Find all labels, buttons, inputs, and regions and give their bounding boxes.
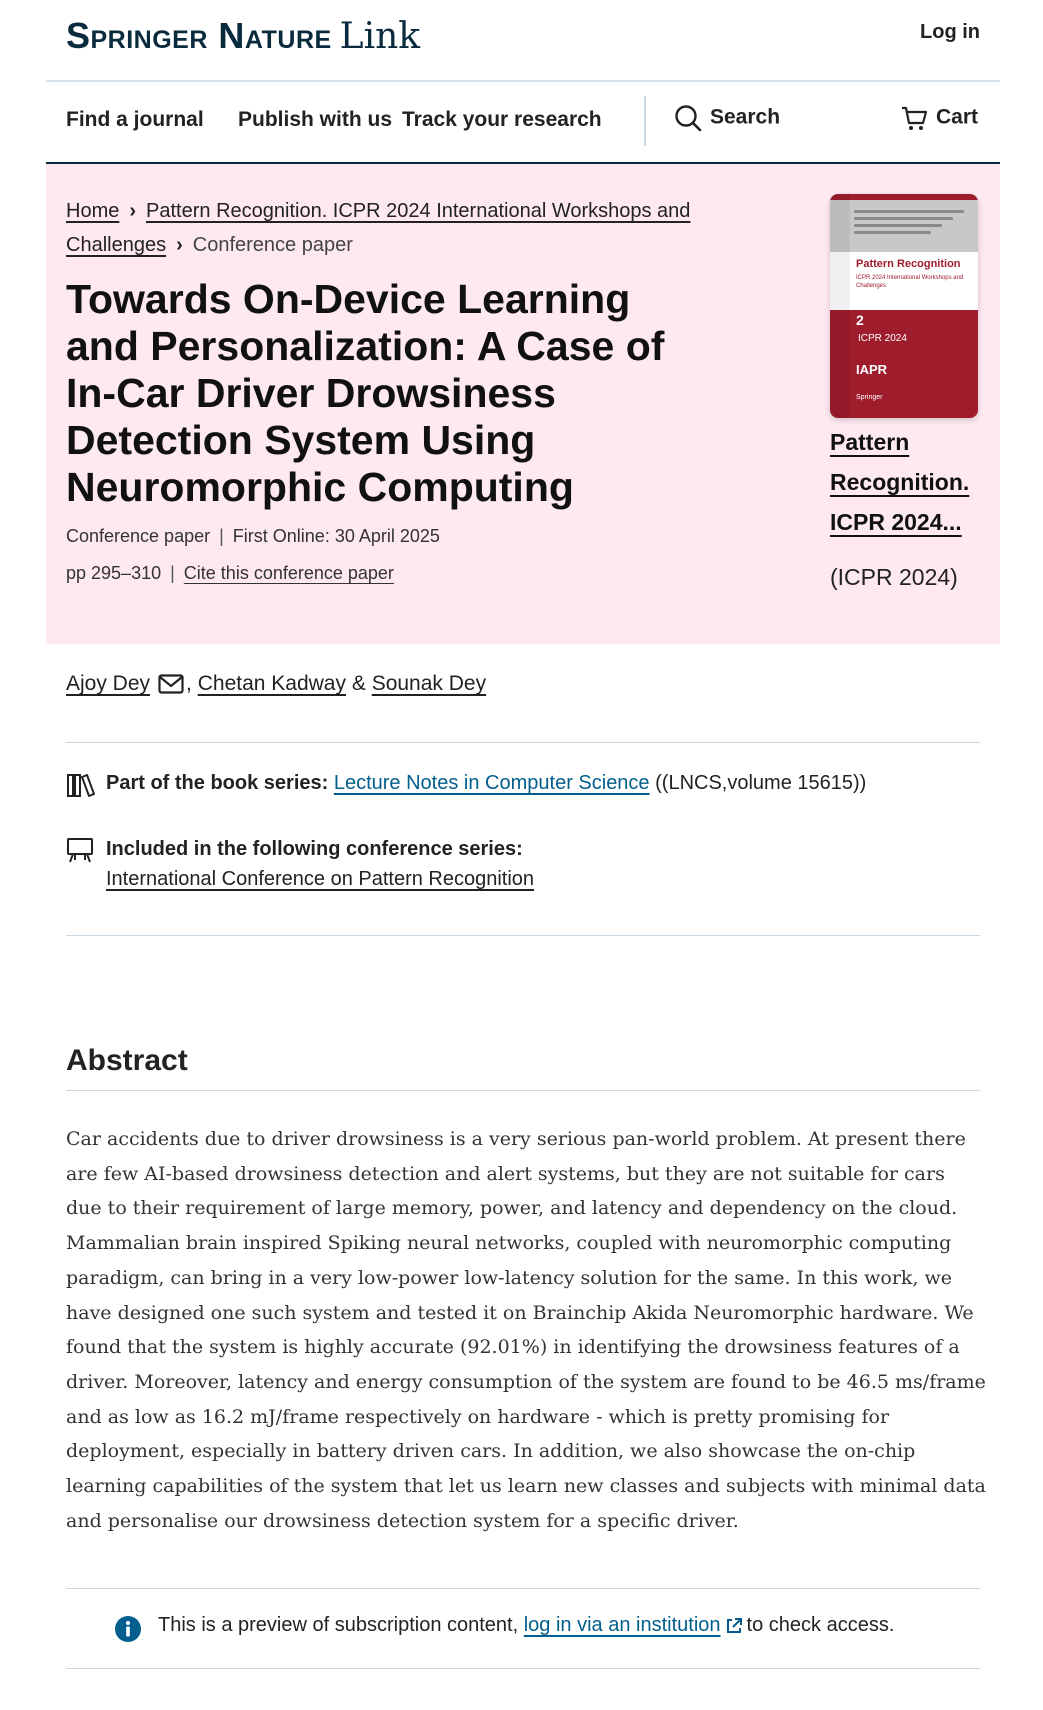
nav-find-journal[interactable]: Find a journal	[66, 108, 204, 131]
cart-label: Cart	[936, 105, 979, 129]
first-online: First Online: 30 April 2025	[232, 526, 440, 546]
breadcrumb-book[interactable]: Pattern Recognition. ICPR 2024 International Workshops and Challenges	[66, 200, 691, 256]
springer-nature-link-logo[interactable]	[66, 15, 420, 57]
abstract-heading: Abstract	[66, 1044, 188, 1077]
page-range: pp 295–310	[66, 563, 162, 583]
email-icon[interactable]	[158, 674, 184, 694]
nav-cart[interactable]	[900, 104, 978, 132]
institution-login-link[interactable]: log in via an institution	[523, 1614, 721, 1636]
author-list: Ajoy Dey , Chetan Kadway & Sounak Dey	[66, 672, 487, 695]
login-link[interactable]: Log in	[920, 21, 980, 43]
nav-divider	[644, 96, 646, 146]
series-link[interactable]: Lecture Notes in Computer Science	[333, 772, 650, 794]
cover-subtitle: ICPR 2024 International Workshops and Challenges	[856, 275, 964, 289]
divider	[66, 1668, 980, 1669]
divider	[66, 1588, 980, 1589]
books-icon	[66, 772, 96, 798]
book-acronym: (ICPR 2024)	[830, 564, 958, 590]
brand-suffix: Link	[339, 16, 421, 57]
search-icon	[674, 104, 702, 132]
nav-publish[interactable]: Publish with us	[238, 108, 393, 131]
abstract-text: Car accidents due to driver drowsiness is a very serious pan-world problem. At present there are few AI-based drowsiness detection and alert systems, but they are not suitable for cars due to their requirement of large memory, power, and latency and dependency on the cloud. Mammalian brain inspired Spiking neural networks, coupled with neuromorphic computing paradigm, can bring in a very low-power low-latency solution for the same. In this work, we have designed one such system and tested it on Brainchip Akida Neuromorphic hardware. We found that the system is highly accurate (92.01%) in identifying the drowsiness features of a driver. Moreover, latency and energy consumption of the system are found to be 46.5 ms/frame and as low as 16.2 mJ/frame respectively on hardware - which is pretty promising for deployment, especially in battery driven cars. In addition, we also showcase the on-chip learning capabilities of the system that let us learn new classes and subjects with minimal data and personalise our drowsiness detection system for a specific driver.	[66, 1128, 986, 1532]
article-type: Conference paper	[66, 526, 211, 546]
book-cover[interactable]	[830, 194, 978, 418]
presentation-icon	[66, 836, 94, 864]
chevron-right-icon: ›	[176, 234, 183, 256]
breadcrumb	[66, 194, 706, 262]
breadcrumb-current: Conference paper	[192, 234, 353, 256]
article-hero	[46, 164, 1000, 644]
main-nav	[46, 84, 1000, 164]
cover-title: Pattern Recognition	[856, 258, 961, 270]
nav-search[interactable]	[674, 104, 780, 132]
notice-text-end: to check access.	[746, 1614, 895, 1636]
breadcrumb-home[interactable]: Home	[66, 200, 120, 222]
conference-link[interactable]: International Conference on Pattern Recognition	[106, 868, 535, 890]
cite-link[interactable]: Cite this conference paper	[183, 563, 394, 583]
cover-part-number: 2	[856, 312, 864, 328]
article-meta-dates: Conference paper | First Online: 30 April 2025	[66, 526, 440, 546]
springer-logo: Springer	[856, 394, 883, 401]
conference-label: Included in the following conference series:	[106, 838, 523, 860]
iapr-logo: IAPR	[856, 362, 888, 377]
external-link-icon	[725, 1617, 743, 1635]
page-title: Towards On-Device Learning and Personalization: A Case of In-Car Driver Drowsiness Detection System Using Neuromorphic Computing	[66, 276, 665, 510]
book-title-link[interactable]: Pattern Recognition. ICPR 2024...	[830, 429, 970, 535]
info-icon	[114, 1615, 142, 1643]
author-link[interactable]: Sounak Dey	[371, 672, 487, 695]
brand-name: Springer Nature	[66, 15, 332, 56]
site-header	[46, 0, 1000, 82]
author-link[interactable]: Chetan Kadway	[197, 672, 346, 695]
cart-icon	[900, 104, 928, 132]
search-label: Search	[710, 105, 781, 129]
series-label: Part of the book series:	[106, 772, 329, 794]
notice-text: This is a preview of subscription content,	[158, 1614, 519, 1636]
article-meta-pages: pp 295–310 | Cite this conference paper	[66, 563, 394, 583]
divider	[66, 1090, 980, 1091]
nav-track-research[interactable]: Track your research	[402, 108, 602, 131]
divider	[66, 742, 980, 743]
series-volume: ((LNCS,volume 15615))	[655, 772, 867, 794]
divider	[66, 935, 980, 936]
cover-icpr: ICPR 2024	[858, 333, 907, 344]
chevron-right-icon: ›	[129, 200, 137, 222]
author-link[interactable]: Ajoy Dey	[66, 672, 151, 695]
